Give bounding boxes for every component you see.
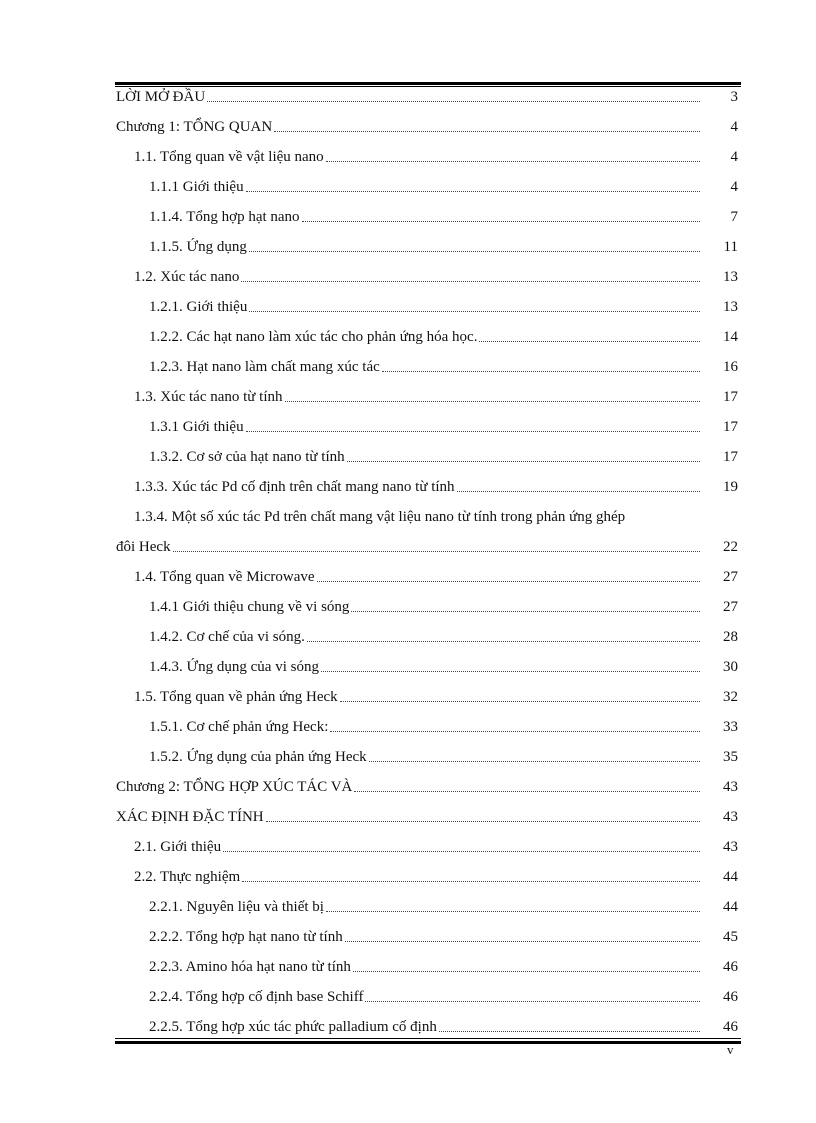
toc-entry-title-cont: đôi Heck bbox=[116, 538, 171, 555]
toc-entry-title: 1.4.3. Ứng dụng của vi sóng bbox=[149, 658, 319, 675]
toc-entry[interactable] bbox=[115, 712, 741, 742]
toc-entry[interactable] bbox=[115, 952, 741, 982]
dot-leader bbox=[207, 100, 700, 102]
toc-entry-wrapped-line2[interactable] bbox=[115, 532, 741, 562]
dot-leader bbox=[340, 700, 700, 702]
toc-entry[interactable] bbox=[115, 412, 741, 442]
toc-entry-title: 1.3.3. Xúc tác Pd cố định trên chất mang nano từ tính bbox=[134, 478, 455, 495]
dot-leader bbox=[326, 160, 700, 162]
dot-leader bbox=[351, 610, 700, 612]
toc-entry[interactable] bbox=[115, 832, 741, 862]
dot-leader bbox=[302, 220, 700, 222]
toc-entry-title: 1.3.1 Giới thiệu bbox=[149, 418, 244, 435]
dot-leader bbox=[382, 370, 700, 372]
toc-entry-title: 1.3.2. Cơ sở của hạt nano từ tính bbox=[149, 448, 345, 465]
toc-entry[interactable] bbox=[115, 562, 741, 592]
toc-entry-title: Chương 2: TỔNG HỢP XÚC TÁC VÀ bbox=[116, 778, 353, 795]
toc-entry-page: 46 bbox=[723, 1018, 738, 1035]
toc-entry-page: 13 bbox=[723, 298, 738, 315]
toc-entry[interactable] bbox=[115, 862, 741, 892]
table-of-contents bbox=[115, 82, 741, 1042]
toc-entry[interactable] bbox=[115, 592, 741, 622]
dot-leader bbox=[266, 820, 700, 822]
dot-leader bbox=[242, 880, 700, 882]
toc-entry-page: 17 bbox=[723, 388, 738, 405]
toc-entry[interactable] bbox=[115, 382, 741, 412]
toc-entry-page: 27 bbox=[723, 598, 738, 615]
toc-entry-page: 33 bbox=[723, 718, 738, 735]
dot-leader bbox=[285, 400, 700, 402]
toc-entry-page: 4 bbox=[730, 148, 738, 165]
dot-leader bbox=[241, 280, 700, 282]
toc-entry-page: 19 bbox=[723, 478, 738, 495]
toc-entry-title: 2.2.2. Tổng hợp hạt nano từ tính bbox=[149, 928, 343, 945]
toc-entry[interactable] bbox=[115, 262, 741, 292]
toc-entry-title: XÁC ĐỊNH ĐẶC TÍNH bbox=[116, 808, 264, 825]
toc-entry-page: 7 bbox=[730, 208, 738, 225]
dot-leader bbox=[457, 490, 700, 492]
dot-leader bbox=[307, 640, 700, 642]
toc-entry-page: 16 bbox=[723, 358, 738, 375]
toc-entry-title: 1.1.5. Ứng dụng bbox=[149, 238, 247, 255]
toc-entry-page: 14 bbox=[723, 328, 738, 345]
toc-entry-title: 2.2.4. Tổng hợp cố định base Schiff bbox=[149, 988, 364, 1005]
toc-entry-title: 1.5.2. Ứng dụng của phản ứng Heck bbox=[149, 748, 367, 765]
toc-entry-title: 1.2.1. Giới thiệu bbox=[149, 298, 248, 315]
toc-entry-title: Chương 1: TỔNG QUAN bbox=[116, 118, 273, 135]
toc-entry-page: 43 bbox=[723, 808, 738, 825]
toc-entry[interactable] bbox=[115, 892, 741, 922]
dot-leader bbox=[439, 1030, 700, 1032]
dot-leader bbox=[321, 670, 700, 672]
toc-entry-title: 1.5.1. Cơ chế phản ứng Heck: bbox=[149, 718, 329, 735]
toc-entry[interactable] bbox=[115, 112, 741, 142]
dot-leader bbox=[249, 250, 700, 252]
toc-entry-title: 1.5. Tổng quan về phản ứng Heck bbox=[134, 688, 338, 705]
toc-entry[interactable] bbox=[115, 352, 741, 382]
dot-leader bbox=[369, 760, 700, 762]
toc-entry[interactable] bbox=[115, 772, 741, 802]
toc-entry-title: 2.2.3. Amino hóa hạt nano từ tính bbox=[149, 958, 351, 975]
toc-entry[interactable] bbox=[115, 802, 741, 832]
dot-leader bbox=[249, 310, 700, 312]
toc-entry-title: 1.4. Tổng quan về Microwave bbox=[134, 568, 315, 585]
toc-entry[interactable] bbox=[115, 922, 741, 952]
toc-entry-title: 2.2.5. Tổng hợp xúc tác phức palladium cố định bbox=[149, 1018, 437, 1035]
dot-leader bbox=[345, 940, 700, 942]
toc-entry-title: 2.2.1. Nguyên liệu và thiết bị bbox=[149, 898, 324, 915]
toc-entry-title: 1.4.2. Cơ chế của vi sóng. bbox=[149, 628, 305, 645]
toc-entry-title: 1.2.3. Hạt nano làm chất mang xúc tác bbox=[149, 358, 380, 375]
toc-entry-page: 43 bbox=[723, 778, 738, 795]
toc-entry-page: 13 bbox=[723, 268, 738, 285]
toc-entry-page: 11 bbox=[723, 238, 738, 255]
dot-leader bbox=[246, 430, 700, 432]
toc-entry-page: 28 bbox=[723, 628, 738, 645]
toc-entry[interactable] bbox=[115, 232, 741, 262]
toc-entry-page: 30 bbox=[723, 658, 738, 675]
dot-leader bbox=[330, 730, 700, 732]
dot-leader bbox=[223, 850, 700, 852]
toc-entry-wrapped-line1[interactable] bbox=[115, 502, 741, 532]
dot-leader bbox=[353, 970, 700, 972]
toc-entry-title: 1.3.4. Một số xúc tác Pd trên chất mang vật liệu nano từ tính trong phản ứng ghép bbox=[134, 508, 626, 525]
toc-entry[interactable] bbox=[115, 472, 741, 502]
toc-entry[interactable] bbox=[115, 442, 741, 472]
dot-leader bbox=[354, 790, 700, 792]
dot-leader bbox=[246, 190, 700, 192]
toc-entry-title: LỜI MỞ ĐẦU bbox=[116, 88, 206, 105]
toc-entry[interactable] bbox=[115, 682, 741, 712]
toc-entry[interactable] bbox=[115, 652, 741, 682]
footer-page-number: v bbox=[727, 1042, 734, 1057]
bottom-double-rule bbox=[115, 1038, 741, 1044]
dot-leader bbox=[326, 910, 700, 912]
toc-entry[interactable] bbox=[115, 82, 741, 112]
toc-entry-page: 4 bbox=[730, 118, 738, 135]
toc-entry[interactable] bbox=[115, 982, 741, 1012]
dot-leader bbox=[274, 130, 700, 132]
toc-entry[interactable] bbox=[115, 292, 741, 322]
toc-entry[interactable] bbox=[115, 202, 741, 232]
toc-entry-page: 27 bbox=[723, 568, 738, 585]
toc-entry-page: 44 bbox=[723, 868, 738, 885]
toc-entry-page: 22 bbox=[723, 538, 738, 555]
toc-entry-page: 4 bbox=[730, 178, 738, 195]
dot-leader bbox=[173, 550, 700, 552]
toc-entry-page: 35 bbox=[723, 748, 738, 765]
toc-entry-title: 1.2. Xúc tác nano bbox=[134, 268, 240, 285]
toc-entry-title: 1.4.1 Giới thiệu chung về vi sóng bbox=[149, 598, 350, 615]
toc-entry-page: 17 bbox=[723, 418, 738, 435]
toc-entry-page: 46 bbox=[723, 958, 738, 975]
toc-entry-page: 45 bbox=[723, 928, 738, 945]
toc-entry-title: 1.2.2. Các hạt nano làm xúc tác cho phản ứng hóa học. bbox=[149, 328, 478, 345]
toc-entry-page: 44 bbox=[723, 898, 738, 915]
toc-entry-page: 46 bbox=[723, 988, 738, 1005]
toc-entry-title: 2.1. Giới thiệu bbox=[134, 838, 222, 855]
dot-leader bbox=[479, 340, 700, 342]
toc-entry-title: 2.2. Thực nghiệm bbox=[134, 868, 241, 885]
toc-entry[interactable] bbox=[115, 622, 741, 652]
toc-entry-page: 32 bbox=[723, 688, 738, 705]
toc-entry-page: 17 bbox=[723, 448, 738, 465]
dot-leader bbox=[365, 1000, 700, 1002]
toc-entry-title: 1.1.4. Tổng hợp hạt nano bbox=[149, 208, 300, 225]
toc-entry-page: 3 bbox=[730, 88, 738, 105]
toc-entry-title: 1.1.1 Giới thiệu bbox=[149, 178, 244, 195]
toc-entry[interactable] bbox=[115, 142, 741, 172]
toc-entry[interactable] bbox=[115, 322, 741, 352]
toc-entry-title: 1.1. Tổng quan về vật liệu nano bbox=[134, 148, 324, 165]
dot-leader bbox=[347, 460, 700, 462]
dot-leader bbox=[317, 580, 700, 582]
toc-entry[interactable] bbox=[115, 742, 741, 772]
toc-entry[interactable] bbox=[115, 172, 741, 202]
toc-entry-page: 43 bbox=[723, 838, 738, 855]
toc-entry-title: 1.3. Xúc tác nano từ tính bbox=[134, 388, 283, 405]
